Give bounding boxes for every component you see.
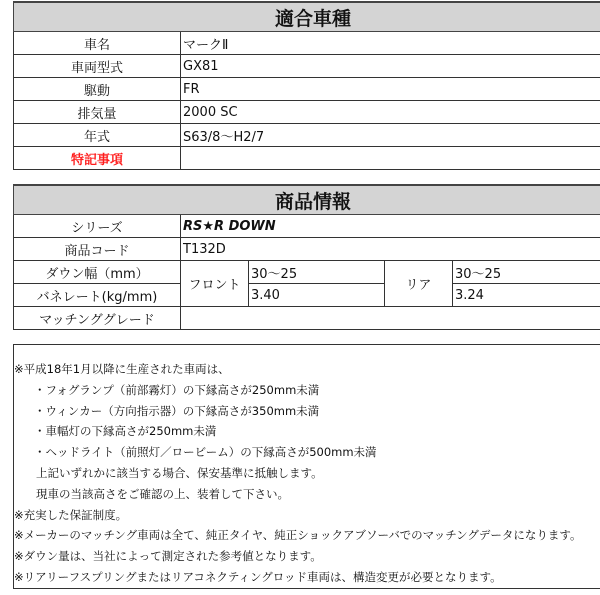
- row-value-year: S63/8～H2/7: [181, 124, 600, 147]
- front-rate-value: 3.40: [249, 284, 385, 307]
- product-code-label: 商品コード: [14, 238, 181, 261]
- table-row: [14, 101, 600, 124]
- row-value-drive: FR: [181, 78, 600, 101]
- row-label-special-notes: 特記事項: [14, 147, 181, 170]
- matching-grade-value: [181, 307, 600, 330]
- note-line: ※メーカーのマッチング車両は全て、純正タイヤ、純正ショックアブソーバでのマッチングデータになります。: [14, 528, 582, 543]
- row-value-car-name: マークⅡ: [181, 32, 600, 55]
- product-code-value: T132D: [181, 238, 600, 261]
- notes-box: [13, 344, 600, 589]
- row-value-displacement: 2000 SC: [181, 101, 600, 124]
- row-label-displacement: 排気量: [14, 101, 181, 124]
- series-value: RS★R DOWN: [181, 215, 600, 238]
- rear-rate-value: 3.24: [453, 284, 600, 307]
- note-line: ※充実した保証制度。: [14, 507, 128, 522]
- front-down-value: 30～25: [249, 261, 385, 284]
- matching-grade-label: マッチンググレード: [14, 307, 181, 330]
- table-row: [14, 307, 600, 330]
- row-label-drive: 駆動: [14, 78, 181, 101]
- table-row: [14, 124, 600, 147]
- note-line: 上記いずれかに該当する場合、保安基準に抵触します。: [36, 465, 323, 480]
- note-line: ※ダウン量は、当社によって測定された参考値となります。: [14, 549, 322, 564]
- table-row: [14, 32, 600, 55]
- table-row: [14, 215, 600, 238]
- note-line: 現車の当該高さをご確認の上、装着して下さい。: [36, 486, 289, 501]
- table-row: [14, 55, 600, 78]
- row-label-model-code: 車両型式: [14, 55, 181, 78]
- rear-label: リア: [385, 261, 453, 307]
- table-row: [14, 238, 600, 261]
- series-label: シリーズ: [14, 215, 181, 238]
- note-line: ※リアリーフスプリングまたはリアコネクティングロッド車両は、構造変更が必要となります。: [14, 569, 502, 584]
- row-value-model-code: GX81: [181, 55, 600, 78]
- table-row: [14, 261, 600, 284]
- table-row: [14, 147, 600, 170]
- note-line: ・ウィンカー（方向指示器）の下縁高さが350mm未満: [34, 403, 320, 418]
- row-value-special-notes: [181, 147, 600, 170]
- note-line: ・車幅灯の下縁高さが250mm未満: [34, 424, 217, 439]
- note-line: ・フォグランプ（前部霧灯）の下縁高さが250mm未満: [34, 382, 320, 397]
- spring-rate-label: バネレート(kg/mm): [14, 284, 181, 307]
- product-info-table: [13, 184, 600, 330]
- front-label: フロント: [181, 261, 249, 307]
- note-line: ・ヘッドライト（前照灯／ロービーム）の下縁高さが500mm未満: [34, 445, 377, 460]
- row-label-year: 年式: [14, 124, 181, 147]
- vehicle-fitment-table: [13, 1, 600, 170]
- note-line: ※平成18年1月以降に生産された車両は、: [14, 362, 230, 376]
- table-row: [14, 78, 600, 101]
- row-label-car-name: 車名: [14, 32, 181, 55]
- vehicle-table-title: 適合車種: [14, 2, 600, 32]
- table-row: [14, 284, 600, 307]
- product-table-title: 商品情報: [14, 185, 600, 215]
- rear-down-value: 30～25: [453, 261, 600, 284]
- down-width-label: ダウン幅（mm）: [14, 261, 181, 284]
